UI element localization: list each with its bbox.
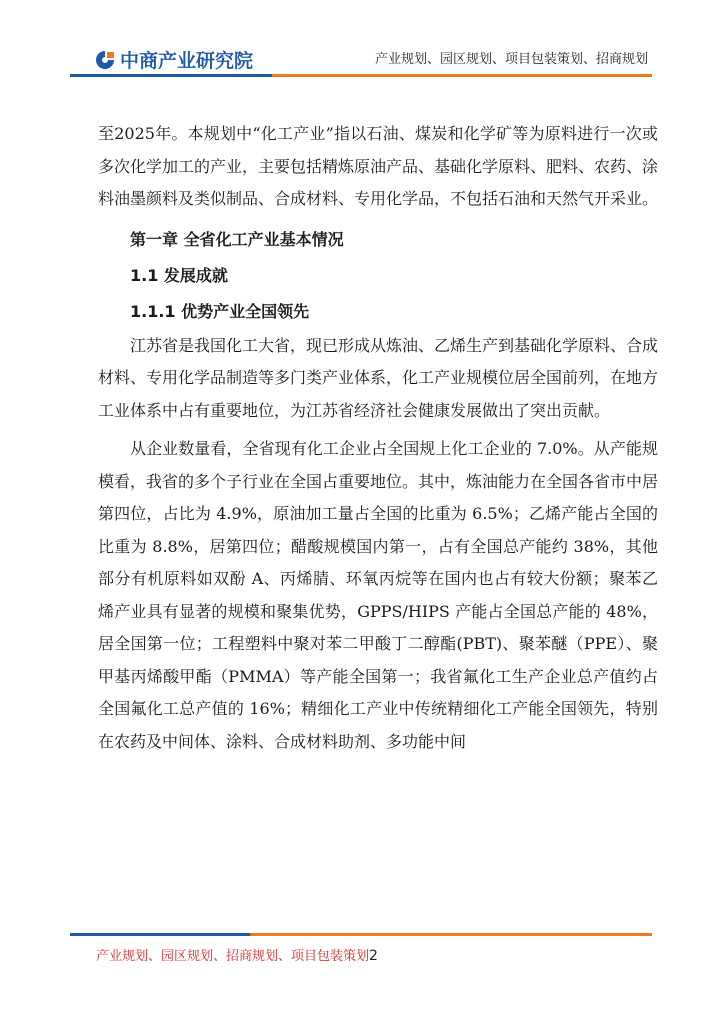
document-body (98, 118, 658, 758)
subsection-title: 1.1.1 优势产业全国领先 (130, 301, 310, 321)
footer-text (96, 945, 378, 964)
logo-icon (94, 49, 116, 71)
chapter-title: 第一章 全省化工产业基本情况 (130, 229, 344, 249)
header-rule-orange (272, 74, 652, 77)
logo (94, 46, 253, 73)
footer-rule-blue (70, 933, 250, 936)
page-header (0, 0, 724, 80)
paragraph: 江苏省是我国化工大省，现已形成从炼油、乙烯生产到基础化学原料、合成材料、专用化学品制造等多门类产业体系，化工产业规模位居全国前列，在地方工业体系中占有重要地位，为江苏省经济社会健康发展做出了突出贡献。 (98, 335, 659, 420)
paragraph: 从企业数量看，全省现有化工企业占全国规上化工企业的 7.0%。从产能规模看，我省的多个子行业在全国占重要地位。其中，炼油能力在全国各省市中居第四位，占比为 4.9%，原油加工量占全国的比重为 6.5%；乙烯产能占全国的比重为 8.8%，居第四位；醋酸规模国内第一，占有全国总产能约 38%，其他部分有机原料如双酚 A、丙烯腈、环氧丙烷等在国内也占有较大份额；聚苯乙烯产业具有显著的规模和聚集优势，GPPS/HIPS 产能占全国总产能的 48%，居全国第一位；工程塑料中聚对苯二甲酸丁二醇酯(PBT)、聚苯醚（PPE）、聚甲基丙烯酸甲酯（PMMA）等产能全国第一；我省氟化工生产企业总产值约占全国氟化工总产值的 16%；精细化工产业中传统精细化工产能全国领先，特别在农药及中间体、涂料、合成材料助剂、多功能中间 (98, 439, 659, 751)
logo-text: 中商产业研究院 (120, 50, 254, 72)
page-footer (0, 925, 724, 985)
section-title: 1.1 发展成就 (130, 265, 228, 285)
intro-paragraph: 至2025年。本规划中“化工产业”指以石油、煤炭和化学矿等为原料进行一次或多次化学加工的产业，主要包括精炼原油产品、基础化学原料、肥料、农药、涂料油墨颜料及类似制品、合成材料、专用化学品，不包括石油和天然气开采业。 (98, 124, 659, 208)
footer-tagline: 产业规划、园区规划、招商规划、项目包装策划 (96, 949, 370, 964)
header-rule-blue (70, 74, 272, 77)
footer-rule-orange (250, 933, 652, 936)
page-number: 2 (369, 948, 378, 964)
header-tagline: 产业规划、园区规划、项目包装策划、招商规划 (374, 52, 648, 67)
